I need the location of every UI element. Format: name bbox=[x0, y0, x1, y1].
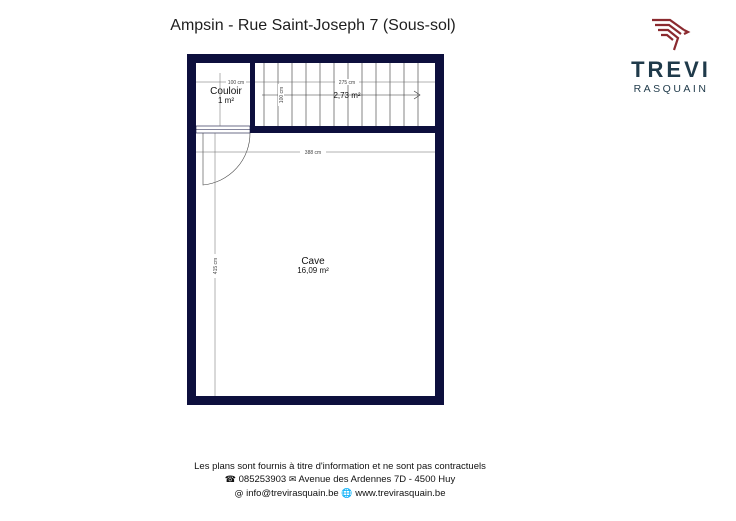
dim-cave-width: 388 cm bbox=[304, 150, 322, 156]
room-name-couloir: Couloir bbox=[210, 86, 242, 97]
mailbox-icon: ✉ bbox=[288, 475, 297, 485]
globe-icon: 🌐 bbox=[341, 489, 353, 499]
room-name-cave: Cave bbox=[301, 256, 325, 267]
phone-icon: ☎ bbox=[224, 475, 236, 485]
exterior-wall bbox=[192, 59, 440, 401]
dim-couloir-width: 100 cm bbox=[227, 80, 245, 86]
logo-name: TREVI bbox=[631, 57, 711, 82]
disclaimer: Les plans sont fournis à titre d'information et ne sont pas contractuels bbox=[194, 461, 486, 472]
phone-number[interactable]: 085253903 bbox=[238, 474, 287, 485]
dim-couloir-height: 100 cm bbox=[279, 86, 285, 104]
room-area-couloir: 1 m² bbox=[218, 96, 234, 105]
door-swing bbox=[203, 133, 250, 185]
address: Avenue des Ardennes 7D - 4500 Huy bbox=[298, 474, 456, 485]
footer bbox=[0, 460, 680, 501]
email-link[interactable]: info@trevirasquain.be bbox=[246, 488, 339, 499]
logo-subtitle: RASQUAIN bbox=[633, 83, 709, 95]
interior-wall-horizontal bbox=[250, 126, 436, 133]
interior-wall-vertical bbox=[250, 63, 255, 133]
dim-stairs-length: 275 cm bbox=[338, 80, 356, 86]
dim-cave-height: 415 cm bbox=[213, 257, 219, 275]
room-area-cave: 16,09 m² bbox=[297, 266, 329, 275]
at-icon: @ bbox=[234, 489, 244, 499]
plan-title: Ampsin - Rue Saint-Joseph 7 (Sous-sol) bbox=[170, 17, 456, 34]
website-link[interactable]: www.trevirasquain.be bbox=[355, 488, 446, 499]
room-area-stairs: 2,73 m² bbox=[333, 91, 361, 100]
